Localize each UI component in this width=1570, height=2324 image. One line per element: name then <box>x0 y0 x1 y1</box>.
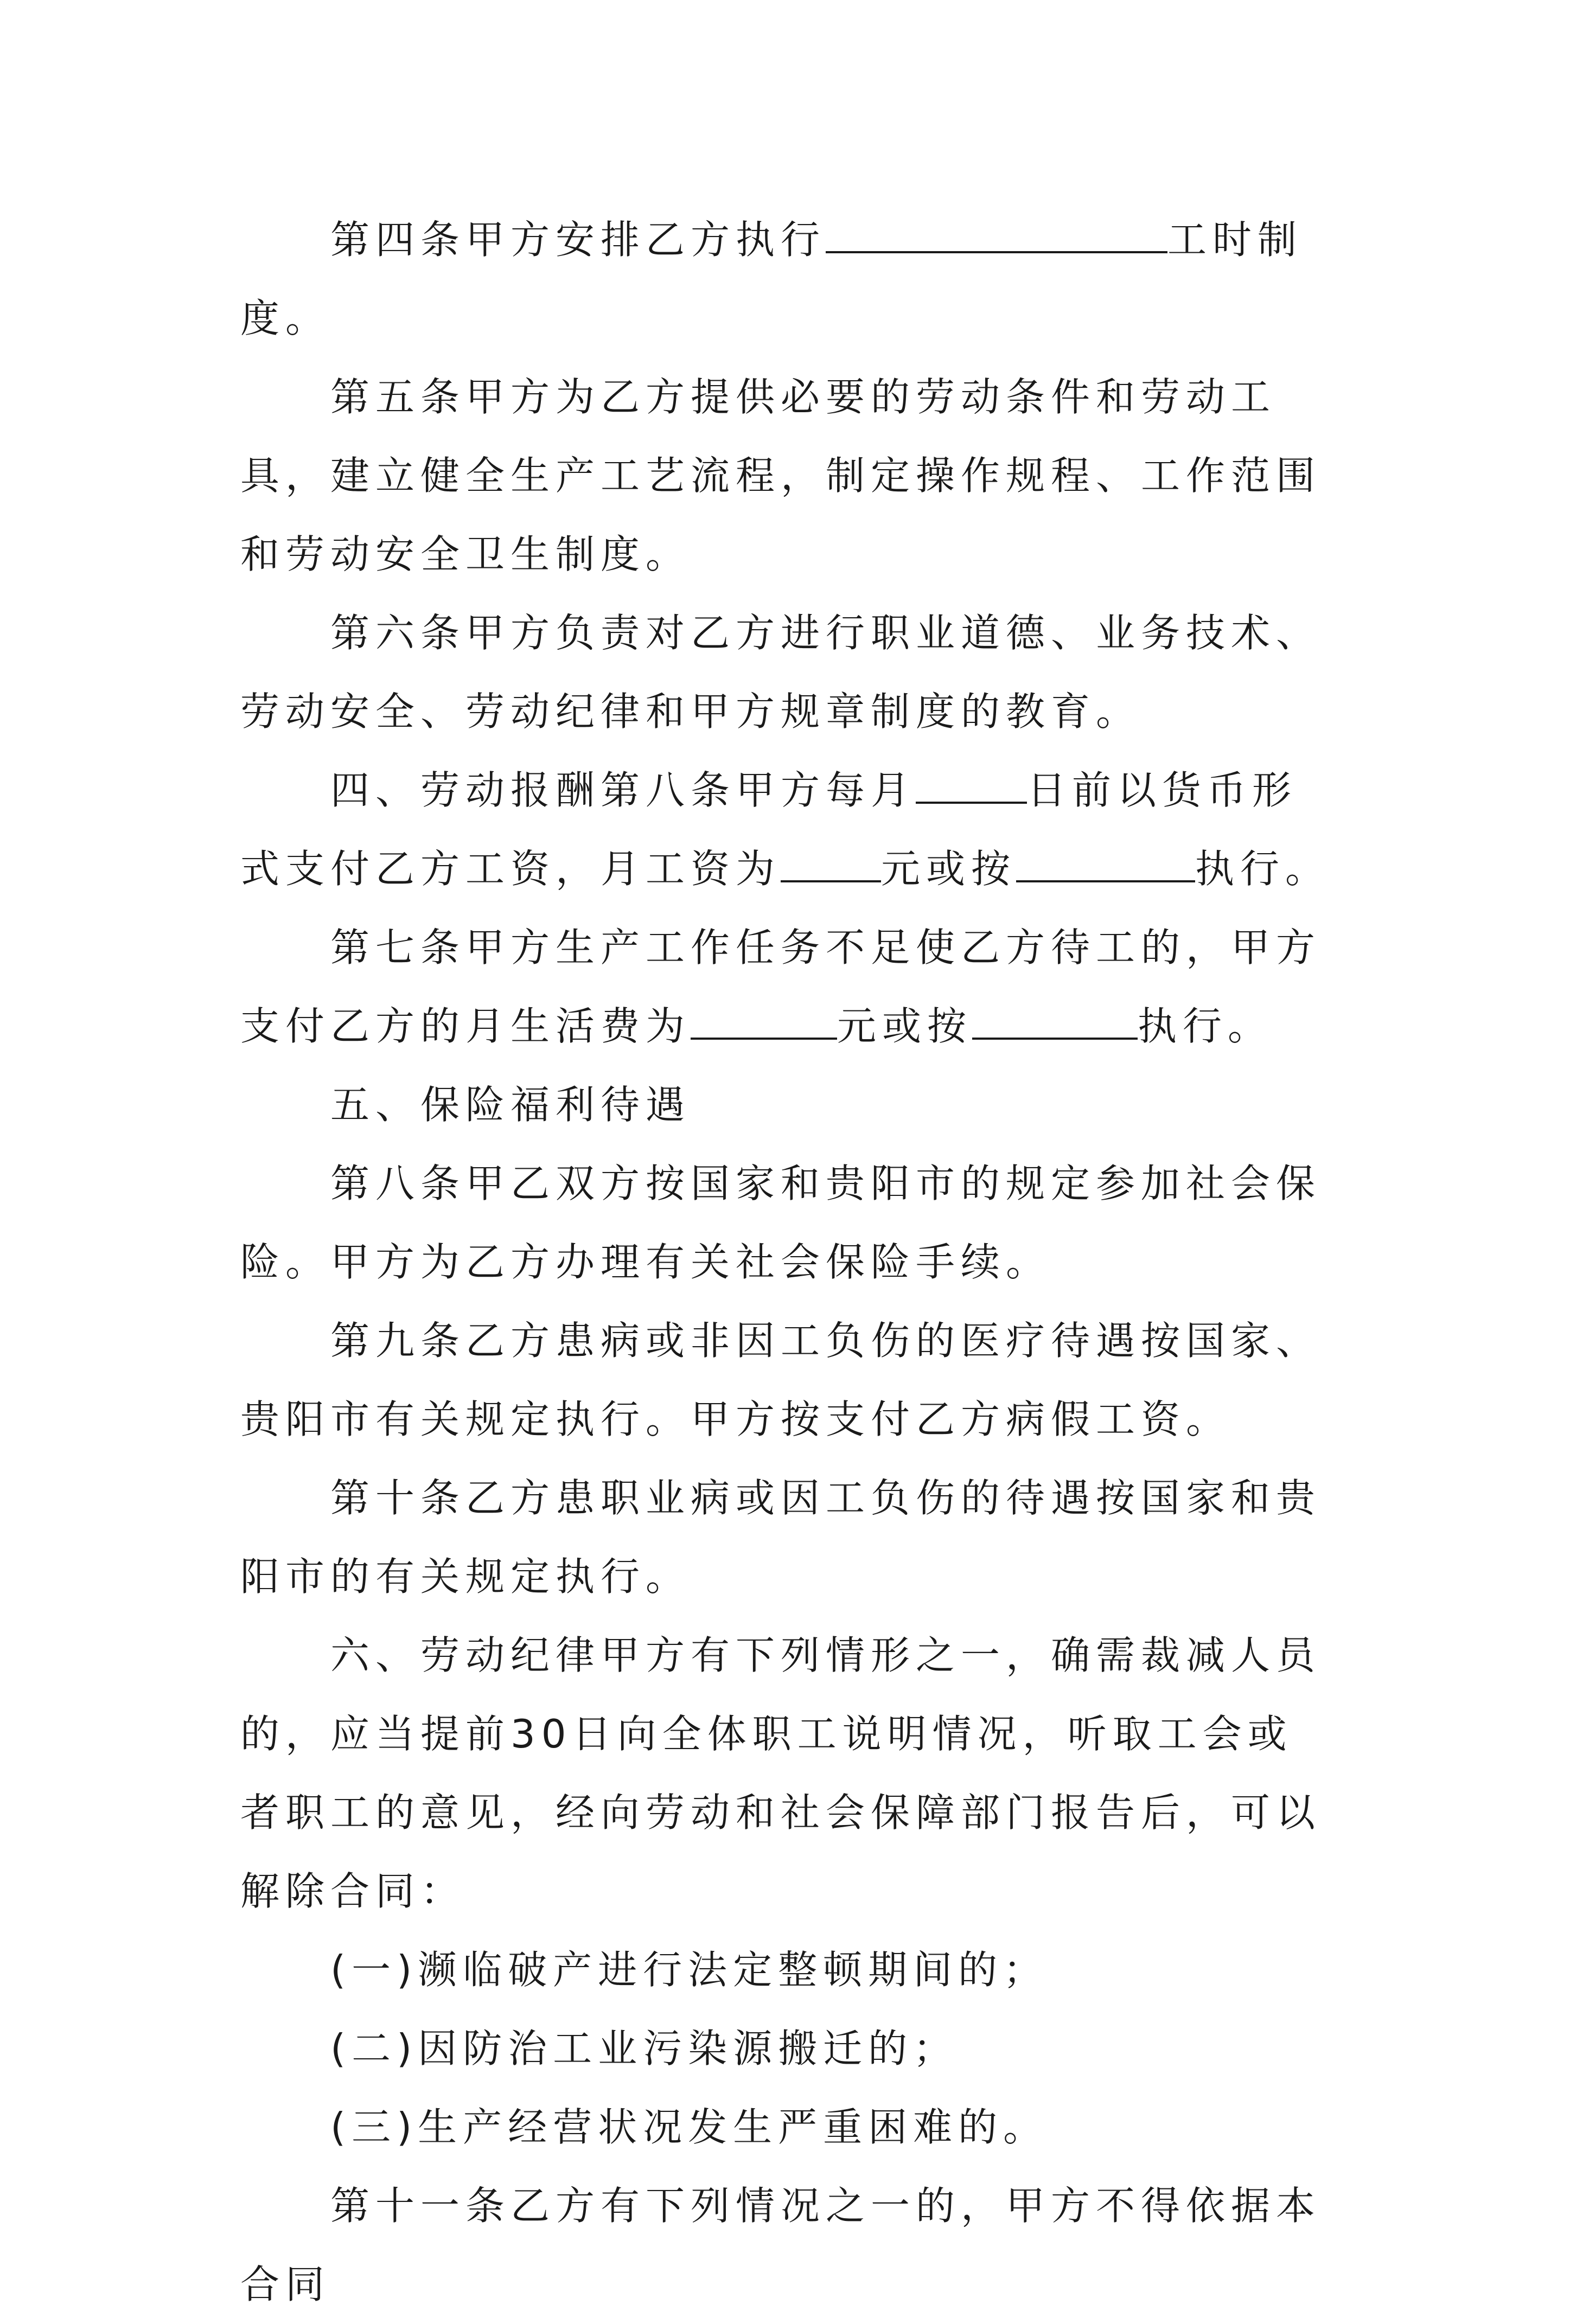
list-item-1: (一)濒临破产进行法定整顿期间的； <box>330 1947 1049 1993</box>
clause-4-text-a: 第四条甲方安排乙方执行 <box>330 217 826 263</box>
clause-9: 第九条乙方患病或非因工负伤的医疗待遇按国家、贵阳市有关规定执行。甲方按支付乙方病假工资。 <box>240 1318 1322 1442</box>
blank-monthly-salary[interactable] <box>781 848 881 882</box>
clause-7-text-b: 元或按 <box>837 1003 973 1049</box>
clause-5: 第五条甲方为乙方提供必要的劳动条件和劳动工具，建立健全生产工艺流程，制定操作规程、工作范围和劳动安全卫生制度。 <box>240 374 1322 577</box>
blank-living-allowance[interactable] <box>691 1005 837 1040</box>
section-4-text-b: 日前以货币形式支付乙方工资，月工资为 <box>240 767 1298 892</box>
clause-7 <box>240 908 1331 1066</box>
clause-8: 第八条甲乙双方按国家和贵阳市的规定参加社会保险。甲方为乙方办理有关社会保险手续。 <box>240 1161 1322 1285</box>
section-4-text-a: 四、劳动报酬第八条甲方每月 <box>330 767 916 813</box>
list-item-3: (三)生产经营状况发生严重困难的。 <box>330 2104 1049 2150</box>
section-4-text-c: 元或按 <box>881 846 1017 892</box>
clause-7-text-c: 执行。 <box>1138 1003 1273 1049</box>
clause-6: 第六条甲方负责对乙方进行职业道德、业务技术、劳动安全、劳动纪律和甲方规章制度的教育。 <box>240 610 1322 734</box>
section-4-remuneration <box>240 751 1331 908</box>
clause-10: 第十条乙方患职业病或因工负伤的待遇按国家和贵阳市的有关规定执行。 <box>240 1475 1322 1599</box>
clause-4-text-b: 工时制度。 <box>240 217 1303 341</box>
blank-pay-day[interactable] <box>916 769 1027 804</box>
blank-work-hours-system[interactable] <box>826 219 1167 253</box>
clause-7-text-a: 第七条甲方生产工作任务不足使乙方待工的，甲方支付乙方的月生活费为 <box>240 925 1322 1049</box>
clause-4 <box>240 201 1331 358</box>
section-4-text-d: 执行。 <box>1195 846 1331 892</box>
blank-salary-standard[interactable] <box>1016 848 1195 882</box>
list-item-2: (二)因防治工业污染源搬迁的； <box>330 2026 959 2071</box>
section-5-heading: 五、保险福利待遇 <box>330 1082 691 1128</box>
clause-11: 第十一条乙方有下列情况之一的，甲方不得依据本合同 <box>240 2183 1322 2307</box>
blank-allowance-standard[interactable] <box>972 1005 1138 1040</box>
document-body <box>240 201 1331 2324</box>
section-6-discipline: 六、劳动纪律甲方有下列情形之一，确需裁减人员的，应当提前30日向全体职工说明情况，听取工会或者职工的意见，经向劳动和社会保障部门报告后，可以解除合同： <box>240 1632 1322 1914</box>
